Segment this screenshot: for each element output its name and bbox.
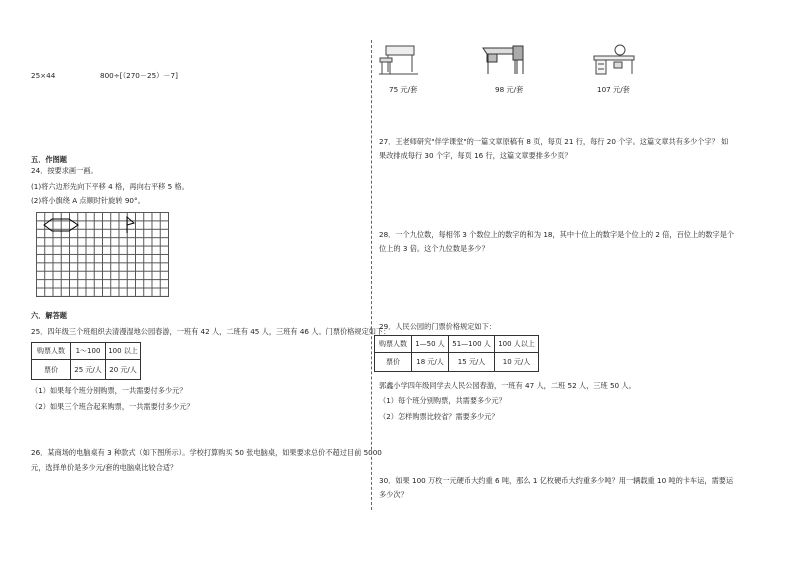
ticket-price-table-25 xyxy=(31,342,141,380)
question-28-line-2: 位上的 3 倍。这个九位数是多少？ xyxy=(379,244,489,253)
table29-price-1: 18 元/人 xyxy=(412,353,449,372)
table25-price-2: 20 元/人 xyxy=(106,360,141,380)
desk-style-1-icon xyxy=(378,42,422,78)
question-29-part-1: （1）每个班分别购票，共需要多少元？ xyxy=(379,396,506,405)
column-divider xyxy=(371,40,372,510)
question-25: 25．四年级三个班组织去清漫湿地公园春游，一班有 42 人，二班有 45 人，三班有 46 人。门票价格规定如下： xyxy=(31,327,391,336)
desk-price-1: 75 元/套 xyxy=(389,85,418,94)
question-27-line-2: 果改排成每行 30 个字，每页 16 行，这篇文章要排多少页？ xyxy=(379,151,572,160)
table29-price-label: 票价 xyxy=(375,353,412,372)
section-5-heading: 五．作图题 xyxy=(31,155,67,164)
desk-price-3: 107 元/套 xyxy=(597,85,630,94)
question-30-line-2: 多少次？ xyxy=(379,490,408,499)
question-24: 24．按要求画一画。 xyxy=(31,166,98,175)
question-28-line-1: 28．一个九位数，每相邻 3 个数位上的数字的和为 18，其中十位上的数字是个位上的 2 倍，百位上的数字是个 xyxy=(379,230,735,239)
table25-range-1: 1～100 xyxy=(71,343,106,360)
table25-price-1: 25 元/人 xyxy=(71,360,106,380)
table25-price-label: 票价 xyxy=(32,360,71,380)
grid-shapes xyxy=(36,212,170,298)
section-6-heading: 六．解答题 xyxy=(31,311,67,320)
desk-price-2: 98 元/套 xyxy=(495,85,524,94)
desk-style-2-icon xyxy=(479,42,529,78)
table29-price-2: 15 元/人 xyxy=(449,353,495,372)
table25-header-label: 购票人数 xyxy=(32,343,71,360)
question-24-part-1: (1)将六边形先向下平移 4 格，再向右平移 5 格。 xyxy=(31,182,189,191)
question-30-line-1: 30．如果 100 万枚一元硬币大约重 6 吨，那么 1 亿枚硬币大约重多少吨？用一辆载重 10 吨的卡车运，需要运 xyxy=(379,476,734,485)
question-24-part-2: (2)将小旗绕 A 点顺时针旋转 90°。 xyxy=(31,196,145,205)
table29-range-3: 100 人以上 xyxy=(495,336,539,353)
question-29-intro: 郭鑫小学四年级同学去人民公园春游，一班有 47 人，二班 52 人，三班 50 人。 xyxy=(379,381,636,390)
question-26-line-1: 26．某商场的电脑桌有 3 种款式（如下图所示）。学校打算购买 50 张电脑桌，如果要求总价不超过目前 5000 xyxy=(31,448,382,457)
question-29: 29．人民公园的门票价格规定如下： xyxy=(379,322,496,331)
flag-shape xyxy=(127,217,134,233)
table29-range-2: 51—100 人 xyxy=(449,336,495,353)
desk-style-3-icon xyxy=(590,42,638,78)
question-25-part-1: （1）如果每个班分别购票，一共需要付多少元？ xyxy=(31,386,187,395)
hexagon-shape xyxy=(44,219,78,231)
ticket-price-table-29 xyxy=(374,335,539,372)
table29-range-1: 1—50 人 xyxy=(412,336,449,353)
table29-price-3: 10 元/人 xyxy=(495,353,539,372)
question-26-line-2: 元，选择单价是多少元/套的电脑桌比较合适？ xyxy=(31,463,178,472)
question-25-part-2: （2）如果三个班合起来购票，一共需要付多少元？ xyxy=(31,402,194,411)
question-29-part-2: （2）怎样购票比较省？需要多少元？ xyxy=(379,412,499,421)
calc-expression-2: 800÷[（270－25）－7] xyxy=(100,71,178,80)
question-27-line-1: 27．王老师研究"伴学课堂"的一篇文章原稿有 8 页，每页 21 行，每行 20 个字。这篇文章共有多少个字？ 如 xyxy=(379,137,729,146)
calc-expression-1: 25×44 xyxy=(31,71,56,80)
table29-header-label: 购票人数 xyxy=(375,336,412,353)
table25-range-2: 100 以上 xyxy=(106,343,141,360)
